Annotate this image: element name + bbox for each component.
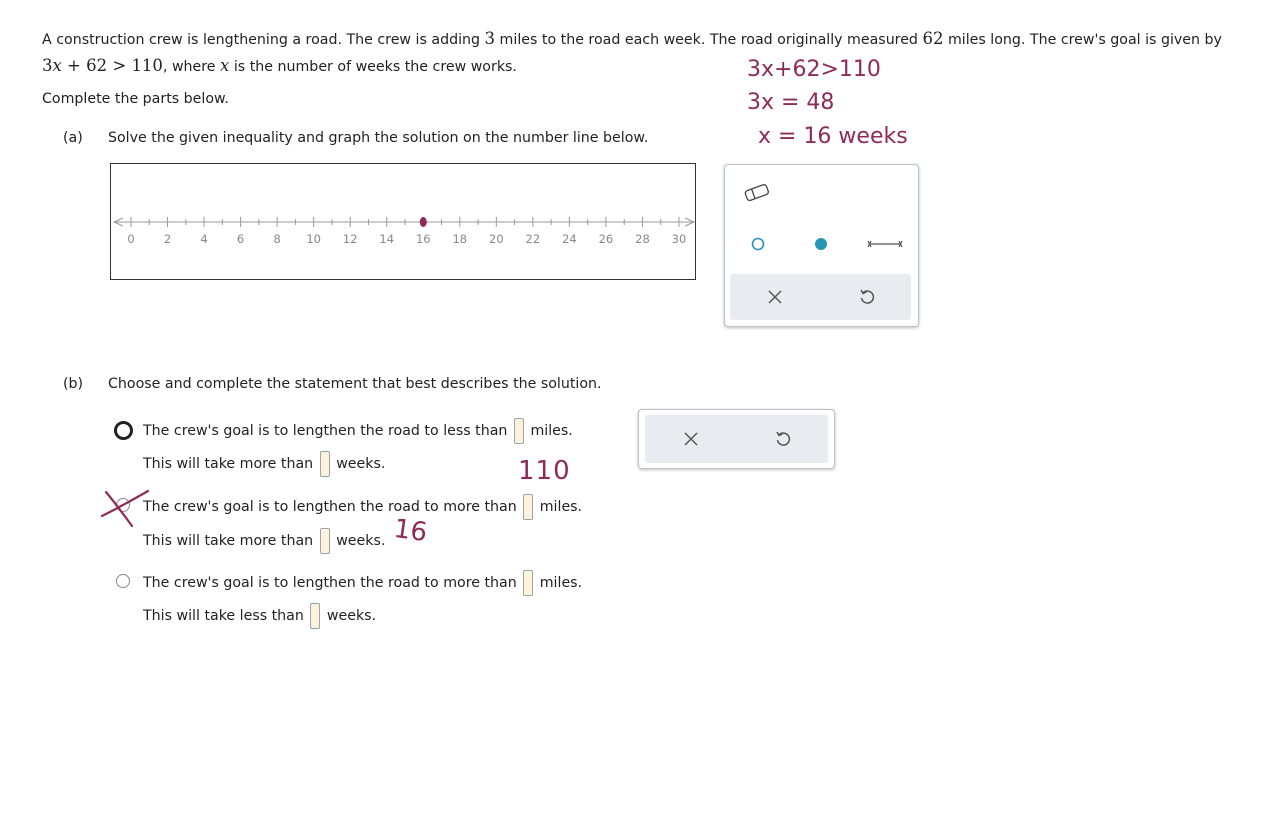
segment-icon[interactable] <box>865 230 905 258</box>
part-a-label: (a) <box>63 130 83 146</box>
number-line-graph[interactable] <box>110 163 696 280</box>
problem-statement <box>42 26 1238 80</box>
answer-tool-panel <box>638 409 835 469</box>
part-b-prompt: Choose and complete the statement that best describes the solution. <box>108 376 602 392</box>
handwritten-miles-note: 110 <box>518 456 571 486</box>
option-3-miles-input[interactable] <box>523 570 533 596</box>
option-text: The crew's goal is to lengthen the road to more than <box>143 575 517 591</box>
option-1-radio[interactable] <box>114 421 133 440</box>
problem-text: miles long. The crew's goal is given by <box>943 32 1222 48</box>
undo-icon[interactable] <box>853 283 881 311</box>
problem-text: , where <box>162 59 221 75</box>
tick-label: 18 <box>452 232 468 246</box>
tick-label: 4 <box>200 232 208 246</box>
tick-label: 8 <box>273 232 281 246</box>
option-2-miles-input[interactable] <box>523 494 533 520</box>
plotted-point <box>420 217 427 227</box>
tick-label: 26 <box>598 232 614 246</box>
tick-label: 10 <box>306 232 321 246</box>
tick-label: 22 <box>525 232 541 246</box>
tick-label: 12 <box>342 232 358 246</box>
option-2-line-2 <box>143 527 385 555</box>
option-1-line-1 <box>143 417 573 445</box>
tick-label: 30 <box>671 232 687 246</box>
answer-action-bar <box>645 415 828 463</box>
option-3-line-1 <box>143 569 582 597</box>
option-text: weeks. <box>326 608 377 624</box>
option-text: The crew's goal is to lengthen the road to more than <box>143 499 517 515</box>
option-text: This will take more than <box>143 456 314 472</box>
graph-action-bar <box>730 274 911 320</box>
inequality-variable: x <box>52 56 62 75</box>
option-text: miles. <box>539 575 583 591</box>
handwritten-inequality: 3x+62>110 <box>747 57 881 82</box>
option-text: miles. <box>530 423 573 439</box>
handwritten-solution: x = 16 weeks <box>758 124 908 149</box>
option-text: weeks. <box>336 533 386 549</box>
inequality-coefficient: 3 <box>42 56 53 75</box>
option-1-miles-input[interactable] <box>514 418 524 444</box>
option-3-radio[interactable] <box>116 574 130 588</box>
undo-icon[interactable] <box>769 425 797 453</box>
problem-variable: x <box>220 56 230 75</box>
part-b-label: (b) <box>63 376 84 392</box>
option-1-line-2 <box>143 450 385 478</box>
tick-label: 14 <box>379 232 395 246</box>
tick-label: 0 <box>127 232 135 246</box>
option-2-line-1 <box>143 493 582 521</box>
option-text: miles. <box>539 499 583 515</box>
problem-number: 62 <box>922 29 944 48</box>
clear-icon[interactable] <box>677 425 705 453</box>
option-text: The crew's goal is to lengthen the road to less than <box>143 423 508 439</box>
option-1-weeks-input[interactable] <box>320 451 330 477</box>
handwritten-cross-mark <box>98 486 154 532</box>
closed-dot-icon[interactable] <box>807 230 835 258</box>
open-dot-icon[interactable] <box>744 230 772 258</box>
tick-label: 2 <box>163 232 172 246</box>
tick-label: 24 <box>562 232 577 246</box>
number-line-svg[interactable] <box>111 164 697 281</box>
tick-label: 28 <box>635 232 650 246</box>
problem-text: miles to the road each week. The road originally measured <box>495 32 923 48</box>
option-text: This will take less than <box>143 608 304 624</box>
problem-text: is the number of weeks the crew works. <box>229 59 517 75</box>
handwritten-step: 3x = 48 <box>747 90 835 115</box>
part-a-prompt: Solve the given inequality and graph the solution on the number line below. <box>108 130 649 146</box>
option-3-weeks-input[interactable] <box>310 603 320 629</box>
eraser-icon[interactable] <box>743 179 771 207</box>
clear-icon[interactable] <box>761 283 789 311</box>
tick-label: 16 <box>415 232 431 246</box>
graph-tool-panel <box>724 164 919 327</box>
problem-text: A construction crew is lengthening a road. The crew is adding <box>42 32 485 48</box>
problem-number: 3 <box>484 29 496 48</box>
option-3-line-2 <box>143 602 376 630</box>
option-text: This will take more than <box>143 533 314 549</box>
instructions: Complete the parts below. <box>42 91 229 107</box>
tick-label: 6 <box>236 232 245 246</box>
handwritten-weeks-note: 16 <box>392 513 430 549</box>
inequality-rest: + 62 > 110 <box>61 56 163 75</box>
tick-label: 20 <box>489 232 504 246</box>
option-2-weeks-input[interactable] <box>320 528 330 554</box>
option-text: weeks. <box>336 456 386 472</box>
